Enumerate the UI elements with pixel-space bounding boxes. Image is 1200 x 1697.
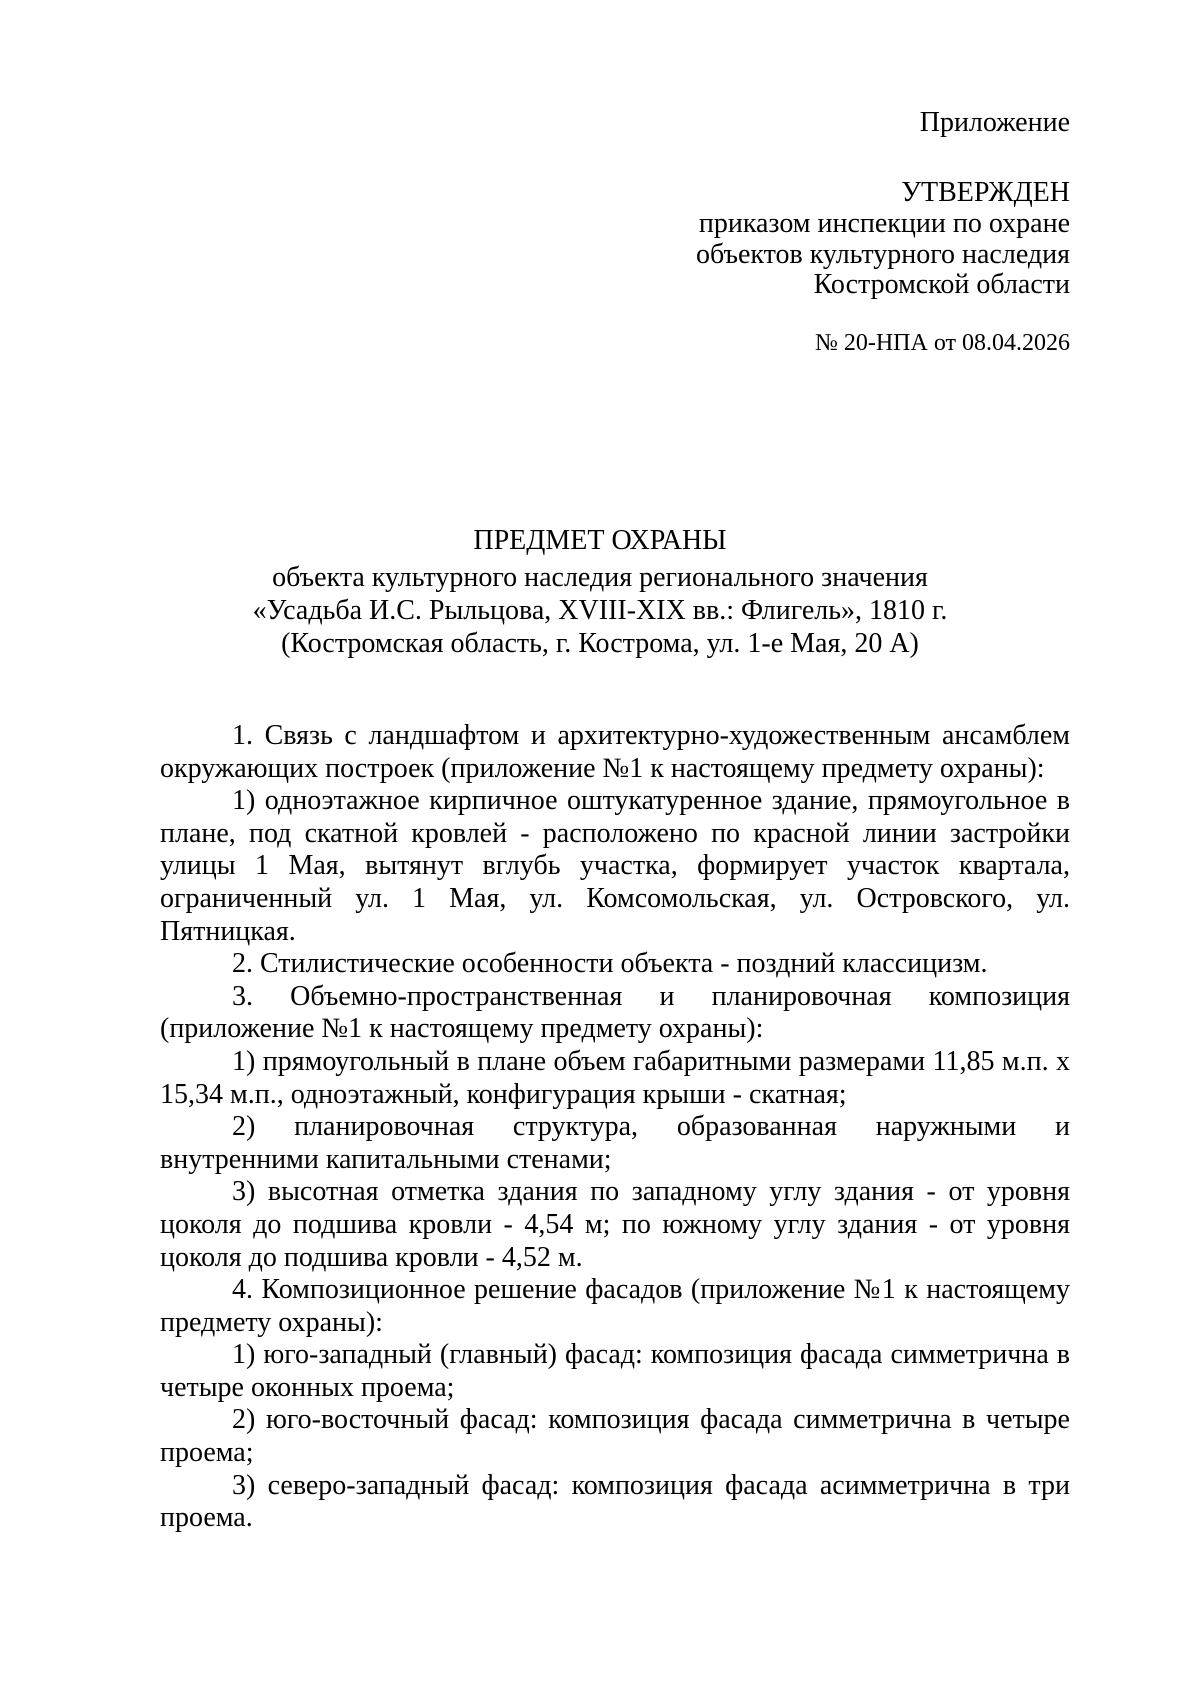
paragraph-3-item-1: 1) прямоугольный в плане объем габаритными размерами 11,85 м.п. х 15,34 м.п., одноэтажный, конфигурация крыши - скатная; [160, 1045, 1070, 1110]
document-title: ПРЕДМЕТ ОХРАНЫ [473, 525, 727, 556]
order-number: № 20-НПА от 08.04.2026 [814, 330, 1070, 356]
title-line-1: объекта культурного наследия регионального значения [272, 562, 928, 593]
paragraph-1-item-1: 1) одноэтажное кирпичное оштукатуренное здание, прямоугольное в плане, под скатной кровлей - расположено по красной линии застройки улицы 1 Мая, вытянут вглубь участка, формирует участок квартала, ограниченный ул. 1 Мая, ул. Комсомольская, ул. Островского, ул. Пятницкая. [160, 785, 1070, 947]
appendix-label: Приложение [919, 107, 1070, 138]
paragraph-4: 4. Композиционное решение фасадов (приложение №1 к настоящему предмету охраны): [160, 1274, 1070, 1338]
paragraph-3-item-3: 3) высотная отметка здания по западному углу здания - от уровня цоколя до подшива кровли - 4,54 м; по южному углу здания - от уровня цоколя до подшива кровли - 4,52 м. [160, 1176, 1070, 1273]
paragraph-2: 2. Стилистические особенности объекта - поздний классицизм. [232, 948, 988, 980]
approved-by-line-1: приказом инспекции по охране [698, 208, 1070, 239]
paragraph-4-item-1: 1) юго-западный (главный) фасад: композиция фасада симметрична в четыре оконных проема; [160, 1339, 1070, 1403]
document-body [160, 720, 1070, 1535]
approved-label: УТВЕРЖДЕН [901, 177, 1070, 208]
paragraph-4-item-2: 2) юго-восточный фасад: композиция фасада симметрична в четыре проема; [160, 1404, 1070, 1469]
title-line-2: «Усадьба И.С. Рыльцова, XVIII-XIX вв.: Флигель», 1810 г. [252, 595, 948, 626]
paragraph-3-item-2: 2) планировочная структура, образованная наружными и внутренними капитальными стенами; [160, 1111, 1070, 1175]
approved-by-line-3: Костромской области [813, 269, 1070, 300]
paragraph-3: 3. Объемно-пространственная и планировочная композиция (приложение №1 к настоящему предмету охраны): [160, 980, 1070, 1045]
paragraph-1: 1. Связь с ландшафтом и архитектурно-художественным ансамблем окружающих построек (приложение №1 к настоящему предмету охраны): [160, 720, 1070, 784]
paragraph-4-item-3: 3) северо-западный фасад: композиция фасада асимметрична в три проема. [160, 1469, 1070, 1534]
title-line-3: (Костромская область, г. Кострома, ул. 1-е Мая, 20 А) [281, 628, 919, 659]
approved-by-line-2: объектов культурного наследия [695, 239, 1070, 270]
